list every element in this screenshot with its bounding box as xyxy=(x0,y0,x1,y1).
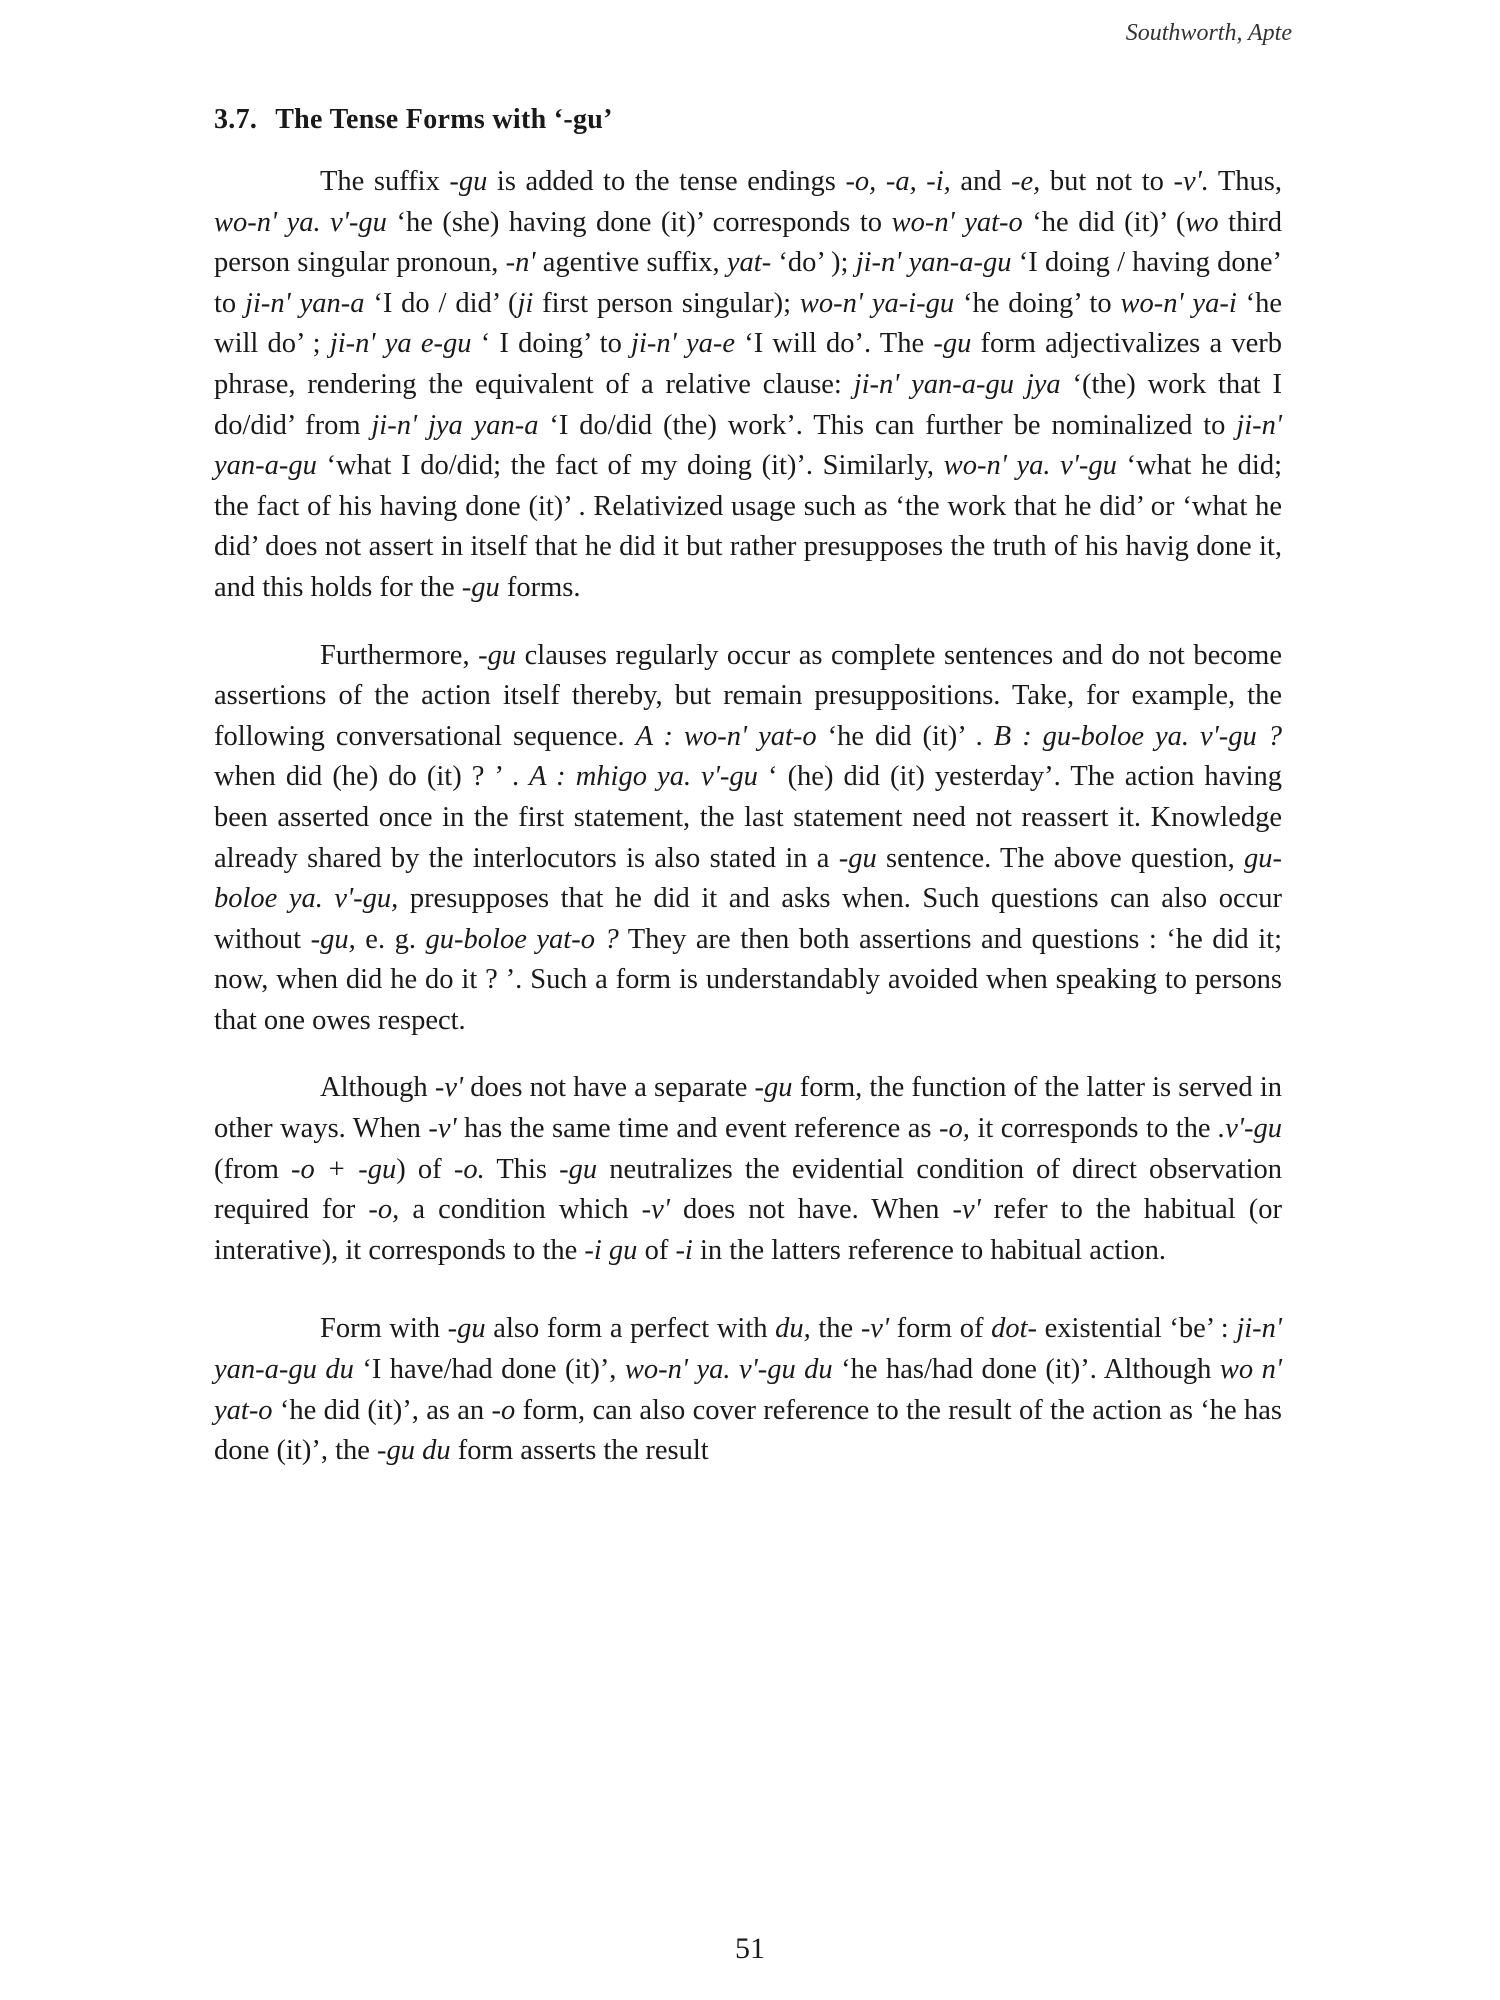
italic-term: ji-n' yan-a-gu jya xyxy=(853,368,1061,400)
text-run: also form a perfect with xyxy=(485,1313,776,1345)
italic-term: A : wo-n' yat-o xyxy=(635,720,817,752)
text-run: Although xyxy=(320,1072,435,1104)
text-run: form of xyxy=(889,1313,992,1345)
italic-term: -gu, xyxy=(310,923,356,955)
text-run: ‘he has/had done (it)’. Although xyxy=(832,1354,1220,1386)
text-run: ‘he did (it)’ . xyxy=(816,720,994,752)
italic-term: ji-n' ya e-gu xyxy=(329,328,472,360)
italic-term: -i gu xyxy=(584,1234,638,1266)
text-run: ‘I doing / having done’ to xyxy=(214,247,1283,319)
italic-term: -o, -a, -i, xyxy=(845,166,951,197)
italic-term: ji xyxy=(517,287,534,319)
italic-term: yat- xyxy=(726,247,772,279)
text-run: of xyxy=(637,1234,676,1266)
italic-term: B : gu-boloe ya. v'-gu ? xyxy=(993,720,1283,752)
italic-term: -gu du xyxy=(377,1435,451,1467)
italic-term: wo-n' yat-o xyxy=(891,206,1023,238)
text-run: This xyxy=(484,1153,560,1185)
text-run: ‘ (he) did (it) yesterday’. The action having been asserted once in the first statement, the last statement need not reassert it. Knowledge already shared by the interlocutors is also stated in a xyxy=(214,761,1282,874)
running-head: Southworth, Apte xyxy=(1125,20,1292,46)
paragraph-1 xyxy=(214,162,1282,609)
italic-term: -o xyxy=(491,1394,516,1426)
page-number: 51 xyxy=(735,1932,765,1965)
text-run: the xyxy=(810,1313,861,1345)
text-run: third person singular pronoun, xyxy=(214,206,1283,279)
text-run: ‘what I do/did; the fact of my doing (it)’. Similarly, xyxy=(316,450,944,482)
text-run: e. g. xyxy=(355,923,426,955)
text-run: presupposes that he did it and asks when. Such questions can also occur without xyxy=(214,883,1282,955)
text-run: ‘I do / did’ ( xyxy=(364,287,518,319)
italic-term: -gu xyxy=(478,639,517,671)
text-run: and xyxy=(950,166,1012,197)
text-run: ‘I will do’. The xyxy=(734,328,934,360)
text-run: neutralizes the evidential condition of direct observation required for xyxy=(214,1153,1283,1226)
text-run: form asserts the result xyxy=(450,1435,709,1467)
italic-term: ji-n' yan-a xyxy=(245,287,365,319)
italic-term: .v'-gu xyxy=(1218,1113,1282,1145)
section-heading xyxy=(214,104,613,136)
text-run: has the same time and event reference as xyxy=(456,1113,940,1145)
italic-term: A : mhigo ya. v'-gu xyxy=(529,761,758,793)
text-run: Thus, xyxy=(1208,166,1282,197)
paragraph-2 xyxy=(214,636,1282,1042)
italic-term: -o, xyxy=(368,1194,400,1226)
italic-term: ji-n' yan-a-gu xyxy=(214,409,1282,482)
italic-term: gu-boloe ya. v'-gu, xyxy=(214,842,1282,915)
section-number: 3.7. xyxy=(214,104,258,135)
italic-term: -v'. xyxy=(1173,166,1209,197)
section-title: The Tense Forms with ‘-gu’ xyxy=(275,104,613,135)
italic-term: -o + -gu xyxy=(291,1153,397,1185)
italic-term: -v' xyxy=(428,1113,457,1145)
italic-term: dot- xyxy=(991,1313,1037,1345)
text-run: forms. xyxy=(499,571,581,603)
text-run: ‘(the) work that I do/did’ from xyxy=(214,368,1282,441)
italic-term: -v' xyxy=(952,1194,981,1226)
italic-term: wo-n' ya-i-gu xyxy=(799,287,955,319)
text-run: form adjectivalizes a verb phrase, rendering the equivalent of a relative clause: xyxy=(214,328,1282,400)
text-run: ‘I have/had done (it)’, xyxy=(353,1354,625,1386)
text-run: does not have. When xyxy=(669,1194,953,1226)
text-run: in the latters reference to habitual action. xyxy=(692,1234,1167,1266)
italic-term: gu-boloe yat-o ? xyxy=(425,923,619,955)
text-run: agentive suffix, xyxy=(535,247,727,279)
italic-term: wo-n' ya-i xyxy=(1120,287,1237,319)
text-run: sentence. The above question, xyxy=(876,842,1244,874)
text-run: ‘he did (it)’, as an xyxy=(272,1394,492,1426)
italic-term: -v' xyxy=(641,1194,670,1226)
text-run: Furthermore, xyxy=(320,639,479,671)
text-run: first person singular); xyxy=(533,287,800,319)
italic-term: du, xyxy=(775,1313,811,1345)
text-run: existential ‘be’ : xyxy=(1037,1313,1237,1345)
body-text xyxy=(214,162,1282,1499)
text-run: clauses regularly occur as complete sentences and do not become assertions of the action itself thereby, but remain presuppositions. Take, for example, the following conversational sequence. xyxy=(214,639,1282,752)
text-run: ‘he (she) having done (it)’ corresponds to xyxy=(386,206,892,238)
italic-term: ji-n' yan-a-gu xyxy=(855,247,1012,279)
italic-term: ji-n' jya yan-a xyxy=(371,409,539,441)
text-run: They are then both assertions and questions : ‘he did it; now, when did he do it ? ’. Such a form is understandably avoided when speaking to persons that one owes respect. xyxy=(214,923,1282,1036)
text-run: form, the function of the latter is served in other ways. When xyxy=(214,1072,1283,1145)
italic-term: -n' xyxy=(505,247,536,279)
text-run: a condition which xyxy=(399,1194,642,1226)
italic-term: -v' xyxy=(434,1072,464,1104)
text-run: does not have a separate xyxy=(463,1072,755,1104)
text-run: is added to the tense endings xyxy=(487,166,846,197)
text-run: but not to xyxy=(1040,166,1174,197)
text-run: Form with xyxy=(320,1313,448,1345)
text-run: ‘ I doing’ to xyxy=(471,328,632,360)
italic-term: wo xyxy=(1185,206,1219,238)
text-run: The suffix xyxy=(320,166,450,197)
text-run: ‘he will do’ ; xyxy=(214,287,1283,360)
italic-term: -o, xyxy=(939,1113,970,1145)
italic-term: -gu xyxy=(449,166,488,197)
text-run: ‘I do/did (the) work’. This can further be nominalized to xyxy=(538,409,1237,441)
italic-term: -i xyxy=(675,1234,693,1266)
italic-term: wo n' yat-o xyxy=(214,1354,1282,1426)
italic-term: -gu xyxy=(559,1153,598,1185)
italic-term: wo-n' ya. v'-gu xyxy=(214,206,387,238)
text-run: (from xyxy=(214,1153,292,1185)
text-run: ‘he did (it)’ ( xyxy=(1022,206,1186,238)
text-run: ) of xyxy=(396,1153,454,1185)
italic-term: -gu xyxy=(461,571,500,603)
italic-term: -gu xyxy=(754,1072,793,1104)
paragraph-3 xyxy=(214,1068,1282,1271)
text-run: it corresponds to the xyxy=(969,1113,1219,1145)
italic-term: wo-n' ya. v'-gu du xyxy=(624,1354,833,1386)
italic-term: wo-n' ya. v'-gu xyxy=(943,450,1117,482)
text-run: ‘he doing’ to xyxy=(954,287,1121,319)
text-run: ‘what he did; the fact of his having done (it)’ . Relativized usage such as ‘the work that he did’ or ‘what he did’ does not assert in itself that he did it but rather presupposes the truth of his havig done it, and this holds for the xyxy=(214,450,1283,603)
text-run: form, can also cover reference to the result of the action as ‘he has done (it)’, the xyxy=(214,1394,1282,1467)
italic-term: -v' xyxy=(860,1313,890,1345)
italic-term: ji-n' yan-a-gu du xyxy=(214,1313,1282,1386)
text-run: refer to the habitual (or interative), it corresponds to the xyxy=(214,1194,1282,1266)
italic-term: -o. xyxy=(453,1153,485,1185)
italic-term: -e, xyxy=(1011,166,1041,197)
italic-term: -gu xyxy=(447,1313,486,1345)
italic-term: -gu xyxy=(838,842,877,874)
paragraph-4 xyxy=(214,1309,1282,1471)
italic-term: -gu xyxy=(933,328,972,360)
text-run: when did (he) do (it) ? ’ . xyxy=(214,761,530,793)
text-run: ‘do’ ); xyxy=(771,247,856,279)
italic-term: ji-n' ya-e xyxy=(631,328,735,360)
